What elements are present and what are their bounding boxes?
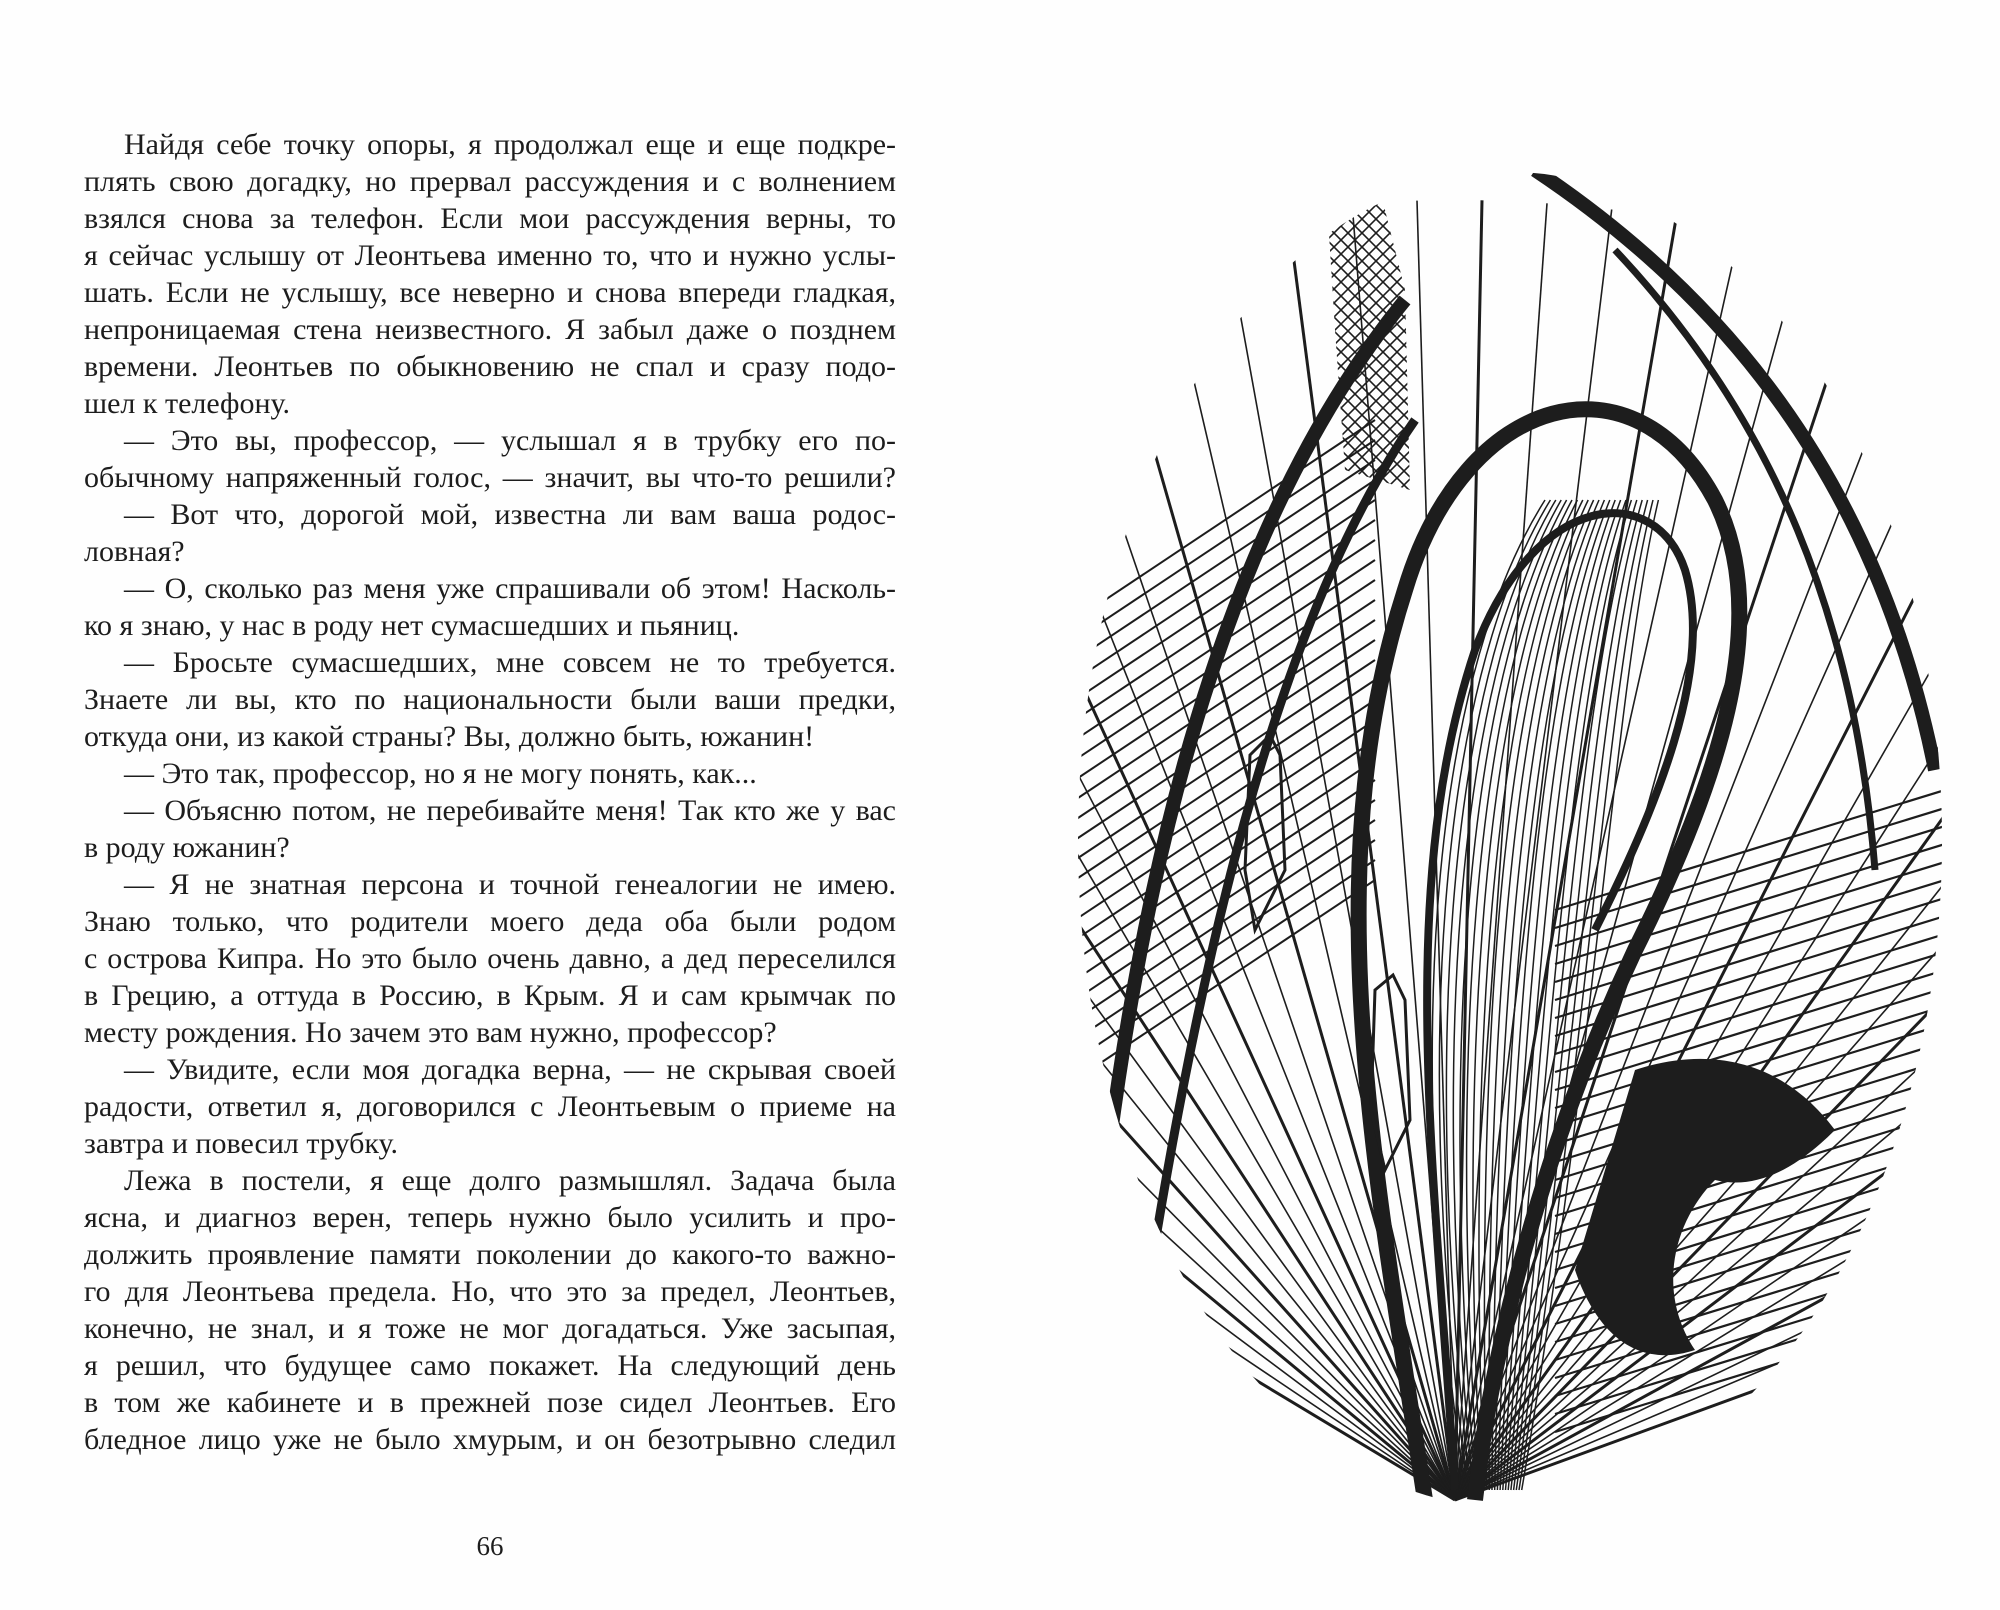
hatch-line bbox=[1555, 844, 1945, 964]
text-line: непроницаемая стена неизвестного. Я забыл даже о позднем bbox=[84, 313, 896, 346]
text-line: шать. Если не услышу, все неверно и снова впереди гладкая, bbox=[84, 276, 896, 309]
text-line: — Вот что, дорогой мой, известна ли вам ваша родос- bbox=[124, 498, 896, 531]
text-line: — О, сколько раз меня уже спрашивали об этом! Насколь- bbox=[124, 572, 896, 605]
hatch-line bbox=[1495, 500, 1605, 1490]
text-line: — Это так, профессор, но я не могу понять, как... bbox=[124, 757, 757, 790]
text-line: месту рождения. Но зачем это вам нужно, профессор? bbox=[84, 1016, 777, 1049]
text-line: я сейчас услышу от Леонтьева именно то, что и нужно услы- bbox=[84, 239, 896, 272]
text-line: Найдя себе точку опоры, я продолжал еще и еще подкре- bbox=[124, 128, 896, 161]
text-line: завтра и повесил трубку. bbox=[84, 1127, 398, 1160]
text-line: откуда они, из какой страны? Вы, должно быть, южанин! bbox=[84, 720, 815, 753]
text-line: радости, ответил я, договорился с Леонтьевым о приеме на bbox=[84, 1090, 896, 1123]
text-line: с острова Кипра. Но это было очень давно, а дед переселился bbox=[84, 942, 896, 975]
text-line: конечно, не знал, и я тоже не мог догадаться. Уже засыпая, bbox=[84, 1312, 896, 1345]
text-line: ко я знаю, у нас в роду нет сумасшедших и пьяниц. bbox=[84, 609, 740, 642]
text-line: ловная? bbox=[84, 535, 185, 568]
text-line: — Бросьте сумасшедших, мне совсем не то требуется. bbox=[124, 646, 896, 679]
text-column bbox=[84, 126, 896, 1458]
text-line: я решил, что будущее само покажет. На следующий день bbox=[84, 1349, 896, 1382]
text-line: Лежа в постели, я еще долго размышлял. Задача была bbox=[124, 1164, 896, 1197]
text-line: в том же кабинете и в прежней позе сидел Леонтьев. Его bbox=[84, 1386, 896, 1419]
text-line: времени. Леонтьев по обыкновению не спал и сразу подо- bbox=[84, 350, 896, 383]
text-line: ясна, и диагноз верен, теперь нужно было усилить и про- bbox=[84, 1201, 896, 1234]
text-line: взялся снова за телефон. Если мои рассуждения верны, то bbox=[84, 202, 896, 235]
text-line: в Грецию, а оттуда в Россию, в Крым. Я и сам крымчак по bbox=[84, 979, 896, 1012]
oval-ink-illustration bbox=[1075, 170, 1945, 1510]
hatch-line bbox=[1555, 808, 1945, 928]
text-line: — Я не знатная персона и точной генеалогии не имею. bbox=[124, 868, 896, 901]
text-line: — Объясню потом, не перебивайте меня! Так кто же у вас bbox=[124, 794, 896, 827]
hatch-line bbox=[1455, 443, 1945, 1500]
text-line: — Это вы, профессор, — услышал я в трубку его по- bbox=[124, 424, 896, 457]
illustration-strokes bbox=[1075, 170, 1945, 1500]
text-line: Знаете ли вы, кто по национальности были ваши предки, bbox=[84, 683, 896, 716]
text-line: — Увидите, если моя догадка верна, — не скрывая своей bbox=[124, 1053, 896, 1086]
text-line: го для Леонтьева предела. Но, что это за предел, Леонтьев, bbox=[84, 1275, 896, 1308]
hatch-line bbox=[1223, 221, 1455, 1500]
text-line: шел к телефону. bbox=[84, 387, 291, 420]
text-line: должить проявление памяти поколении до какого-то важно- bbox=[84, 1238, 896, 1271]
text-line: плять свою догадку, но прервал рассуждения и с волнением bbox=[84, 165, 896, 198]
text-line: обычному напряженный голос, — значит, вы что-то решили? bbox=[84, 461, 896, 494]
text-line: в роду южанин? bbox=[84, 831, 290, 864]
text-line: Знаю только, что родители моего деда оба были родом bbox=[84, 905, 896, 938]
text-line: бледное лицо уже не было хмурым, и он безотрывно следил bbox=[84, 1423, 896, 1456]
page-number: 66 bbox=[476, 1531, 504, 1561]
hatch-line bbox=[1555, 916, 1945, 1036]
hatch-line bbox=[1075, 830, 1455, 1500]
